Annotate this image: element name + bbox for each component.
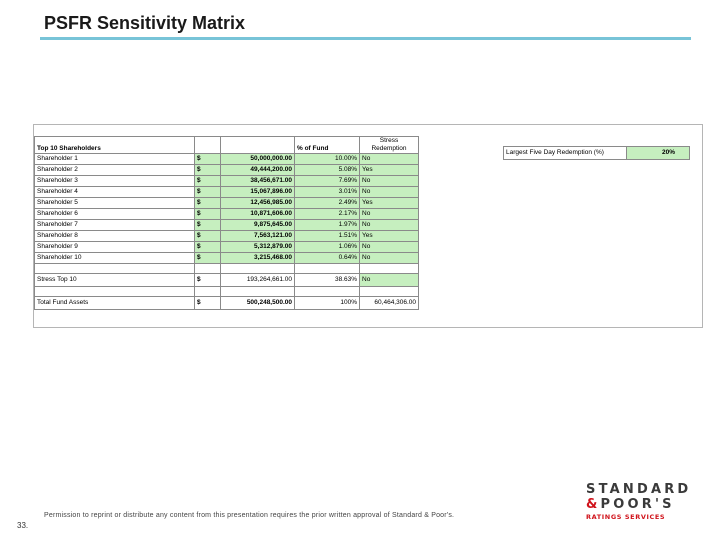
stress-flag: No bbox=[360, 176, 419, 187]
pct-of-fund: 2.17% bbox=[295, 209, 360, 220]
total-redemption-value: 60,464,306.00 bbox=[360, 297, 419, 310]
total-fund-assets-row bbox=[35, 297, 419, 310]
header-pct-of-fund: % of Fund bbox=[295, 137, 360, 154]
pct-of-fund: 1.06% bbox=[295, 242, 360, 253]
currency-symbol: $ bbox=[195, 187, 221, 198]
shareholder-name: Shareholder 8 bbox=[35, 231, 195, 242]
holding-amount: 7,563,121.00 bbox=[221, 231, 295, 242]
stress-flag: No bbox=[360, 154, 419, 165]
pct-of-fund: 10.00% bbox=[295, 154, 360, 165]
table-row bbox=[35, 165, 419, 176]
shareholder-name: Shareholder 4 bbox=[35, 187, 195, 198]
stress-top-10-row bbox=[35, 274, 419, 287]
shareholder-name: Shareholder 2 bbox=[35, 165, 195, 176]
page-number: 33. bbox=[17, 521, 29, 530]
holding-amount: 12,456,985.00 bbox=[221, 198, 295, 209]
stress-flag: Yes bbox=[360, 198, 419, 209]
stress-flag: No bbox=[360, 220, 419, 231]
shareholder-name: Shareholder 1 bbox=[35, 154, 195, 165]
spacer-row bbox=[35, 287, 419, 297]
pct-of-fund: 3.01% bbox=[295, 187, 360, 198]
standard-and-poors-logo bbox=[586, 482, 700, 521]
holding-amount: 38,456,671.00 bbox=[221, 176, 295, 187]
table-header-row bbox=[35, 137, 419, 154]
spacer-row bbox=[35, 264, 419, 274]
stress-flag: No bbox=[360, 187, 419, 198]
stress-top-10-label: Stress Top 10 bbox=[35, 274, 195, 287]
currency-symbol: $ bbox=[195, 176, 221, 187]
shareholder-name: Shareholder 3 bbox=[35, 176, 195, 187]
logo-ampersand: & bbox=[586, 497, 601, 512]
shareholder-name: Shareholder 7 bbox=[35, 220, 195, 231]
table-row bbox=[35, 187, 419, 198]
shareholder-name: Shareholder 5 bbox=[35, 198, 195, 209]
table-row bbox=[35, 198, 419, 209]
largest-five-day-value: 20% bbox=[627, 147, 690, 160]
currency-symbol: $ bbox=[195, 274, 221, 287]
holding-amount: 50,000,000.00 bbox=[221, 154, 295, 165]
holding-amount: 49,444,200.00 bbox=[221, 165, 295, 176]
pct-of-fund: 0.64% bbox=[295, 253, 360, 264]
table-row bbox=[35, 231, 419, 242]
currency-symbol: $ bbox=[195, 220, 221, 231]
pct-of-fund: 7.69% bbox=[295, 176, 360, 187]
holding-amount: 10,871,606.00 bbox=[221, 209, 295, 220]
table-row bbox=[35, 220, 419, 231]
total-fund-assets-pct: 100% bbox=[295, 297, 360, 310]
currency-symbol: $ bbox=[195, 231, 221, 242]
logo-line-3: RATINGS SERVICES bbox=[586, 513, 666, 521]
page-title: PSFR Sensitivity Matrix bbox=[44, 13, 246, 33]
holding-amount: 9,875,645.00 bbox=[221, 220, 295, 231]
currency-symbol: $ bbox=[195, 154, 221, 165]
currency-symbol: $ bbox=[195, 198, 221, 209]
title-divider bbox=[40, 37, 691, 40]
logo-line-1: STANDARD bbox=[586, 482, 692, 497]
currency-symbol: $ bbox=[195, 253, 221, 264]
stress-flag: No bbox=[360, 242, 419, 253]
table-row bbox=[35, 176, 419, 187]
sensitivity-matrix-table bbox=[34, 136, 419, 310]
shareholder-name: Shareholder 6 bbox=[35, 209, 195, 220]
currency-symbol: $ bbox=[195, 242, 221, 253]
currency-symbol: $ bbox=[195, 297, 221, 310]
table-row bbox=[35, 154, 419, 165]
stress-flag: No bbox=[360, 209, 419, 220]
pct-of-fund: 1.97% bbox=[295, 220, 360, 231]
holding-amount: 3,215,468.00 bbox=[221, 253, 295, 264]
stress-flag: Yes bbox=[360, 231, 419, 242]
pct-of-fund: 5.08% bbox=[295, 165, 360, 176]
total-fund-assets-amount: 500,248,500.00 bbox=[221, 297, 295, 310]
table-row bbox=[35, 242, 419, 253]
largest-five-day-table bbox=[503, 146, 690, 160]
table-row bbox=[35, 253, 419, 264]
total-fund-assets-label: Total Fund Assets bbox=[35, 297, 195, 310]
holding-amount: 15,067,896.00 bbox=[221, 187, 295, 198]
holding-amount: 5,312,879.00 bbox=[221, 242, 295, 253]
shareholder-name: Shareholder 10 bbox=[35, 253, 195, 264]
stress-top-10-pct: 38.63% bbox=[295, 274, 360, 287]
stress-flag: No bbox=[360, 253, 419, 264]
table-row bbox=[35, 209, 419, 220]
currency-symbol: $ bbox=[195, 165, 221, 176]
shareholder-name: Shareholder 9 bbox=[35, 242, 195, 253]
pct-of-fund: 2.49% bbox=[295, 198, 360, 209]
currency-symbol: $ bbox=[195, 209, 221, 220]
header-stress-redemption: Stress Redemption bbox=[360, 137, 419, 154]
header-shareholders: Top 10 Shareholders bbox=[35, 137, 195, 154]
logo-line-2 bbox=[586, 497, 700, 512]
stress-flag: Yes bbox=[360, 165, 419, 176]
stress-top-10-amount: 193,264,661.00 bbox=[221, 274, 295, 287]
pct-of-fund: 1.51% bbox=[295, 231, 360, 242]
logo-line-2-text: POOR'S bbox=[600, 497, 675, 512]
stress-top-10-flag: No bbox=[360, 274, 419, 287]
largest-five-day-label: Largest Five Day Redemption (%) bbox=[504, 147, 627, 160]
disclaimer-text: Permission to reprint or distribute any content from this presentation requires the prior written approval of Standard & Poor's. bbox=[44, 512, 455, 519]
